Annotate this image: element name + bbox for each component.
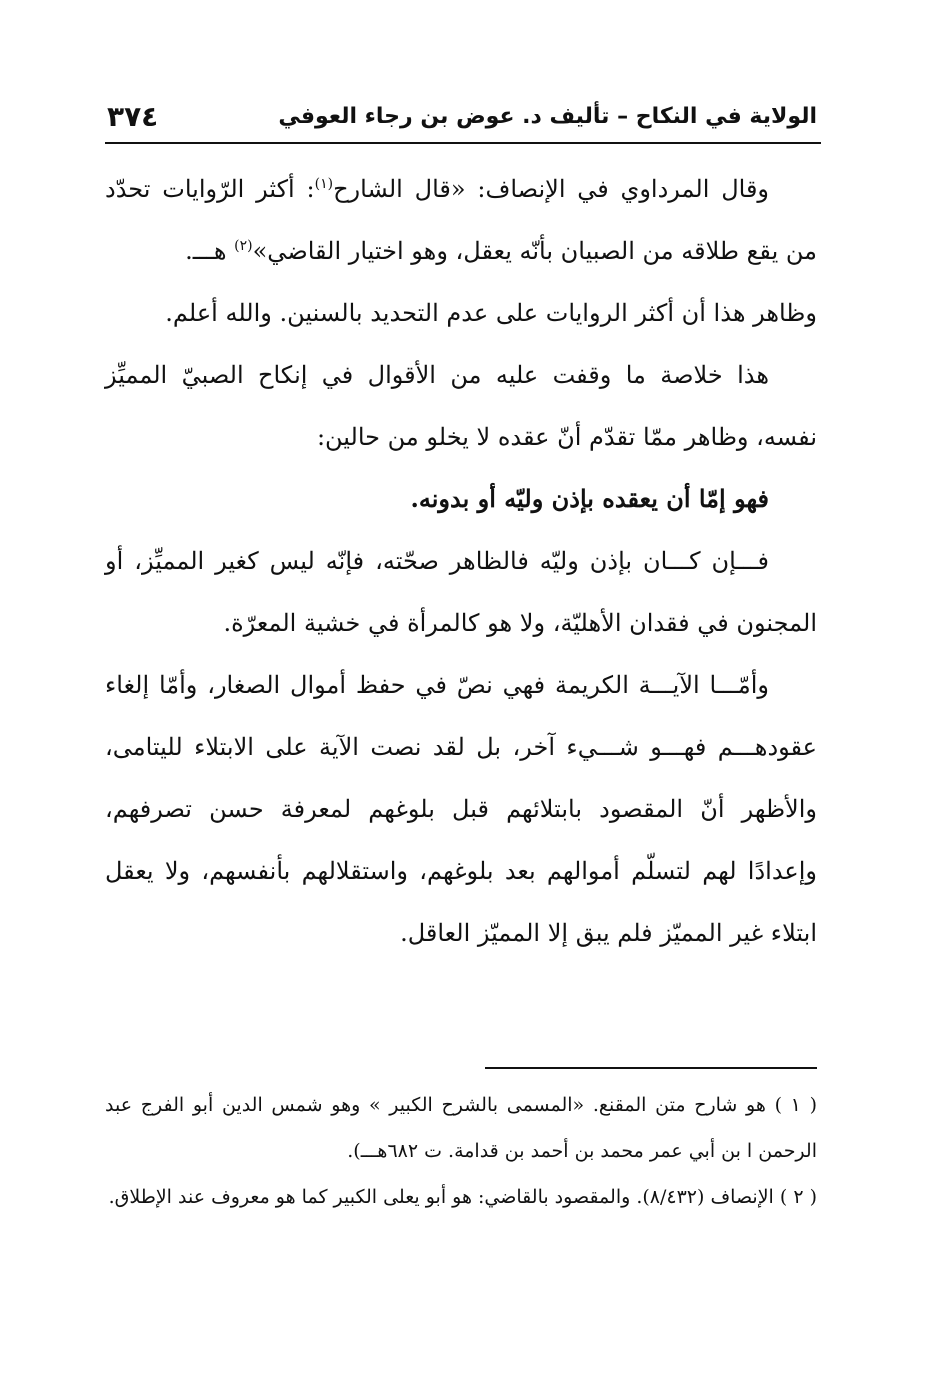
- page-header: [105, 98, 821, 144]
- paragraph-1-part-a: وقال المرداوي في الإنصاف: «قال الشارح: [333, 175, 769, 203]
- footnote-2: ( ٢ ) الإنصاف (٨/٤٣٢). والمقصود بالقاضي: هو أبو يعلى الكبير كما هو معروف عند الإطلاق.: [108, 1186, 817, 1208]
- paragraph-3: هذا خلاصة ما وقفت عليه من الأقوال في إنكاح الصبيّ المميِّز نفسه، وظاهر ممّا تقدّم أنّ عقده لا يخلو من حالين:: [105, 361, 817, 451]
- paragraph-1: [105, 158, 817, 282]
- running-title: الولاية في النكاح – تأليف د. عوض بن رجاء العوفي: [278, 104, 817, 129]
- paragraph-5: فـــإن كـــان بإذن وليّه فالظاهر صحّته، فإنّه ليس كغير المميِّز، أو المجنون في فقدان الأهليّة، ولا هو كالمرأة في خشية المعرّة.: [105, 547, 817, 637]
- footnote-ref-2: (٢): [234, 238, 253, 254]
- footnote-1: ( ١ ) هو شارح متن المقنع. «المسمى بالشرح الكبير » وهو شمس الدين أبو الفرج عبد الرحمن ا بن أبي عمر محمد بن أحمد بن قدامة. ت ٦٨٢هـــ).: [105, 1094, 817, 1162]
- paragraph-4: فهو إمّا أن يعقده بإذن وليّه أو بدونه.: [410, 484, 769, 513]
- footnote-divider: [485, 1067, 817, 1069]
- paragraph-1-part-b: : أكثر الرّوايات تحدّد من يقع طلاقه من الصبيان بأنّه يعقل، وهو اختيار القاضي»: [105, 175, 817, 265]
- page-number: ٣٧٤: [107, 100, 159, 133]
- main-text: [105, 158, 817, 964]
- paragraph-6: وأمّـــا الآيـــة الكريمة فهي نصّ في حفظ أموال الصغار، وأمّا إلغاء عقودهـــم فهـــو شـــيء آخر، بل لقد نصت الآية على الابتلاء لليتامى، والأظهر أنّ المقصود بابتلائهم قبل بلوغهم لمعرفة حسن تصرفهم، وإعدادًا لهم لتسلّم أموالهم بعد بلوغهم، واستقلالهم بأنفسهم، ولا يعقل ابتلاء غير المميّز فلم يبق إلا المميّز العاقل.: [105, 671, 817, 947]
- footnotes: [105, 1082, 817, 1220]
- paragraph-2: وظاهر هذا أن أكثر الروايات على عدم التحديد بالسنين. والله أعلم.: [165, 299, 817, 327]
- paragraph-1-part-c: هـــ.: [185, 237, 235, 265]
- footnote-ref-1: (١): [314, 176, 334, 192]
